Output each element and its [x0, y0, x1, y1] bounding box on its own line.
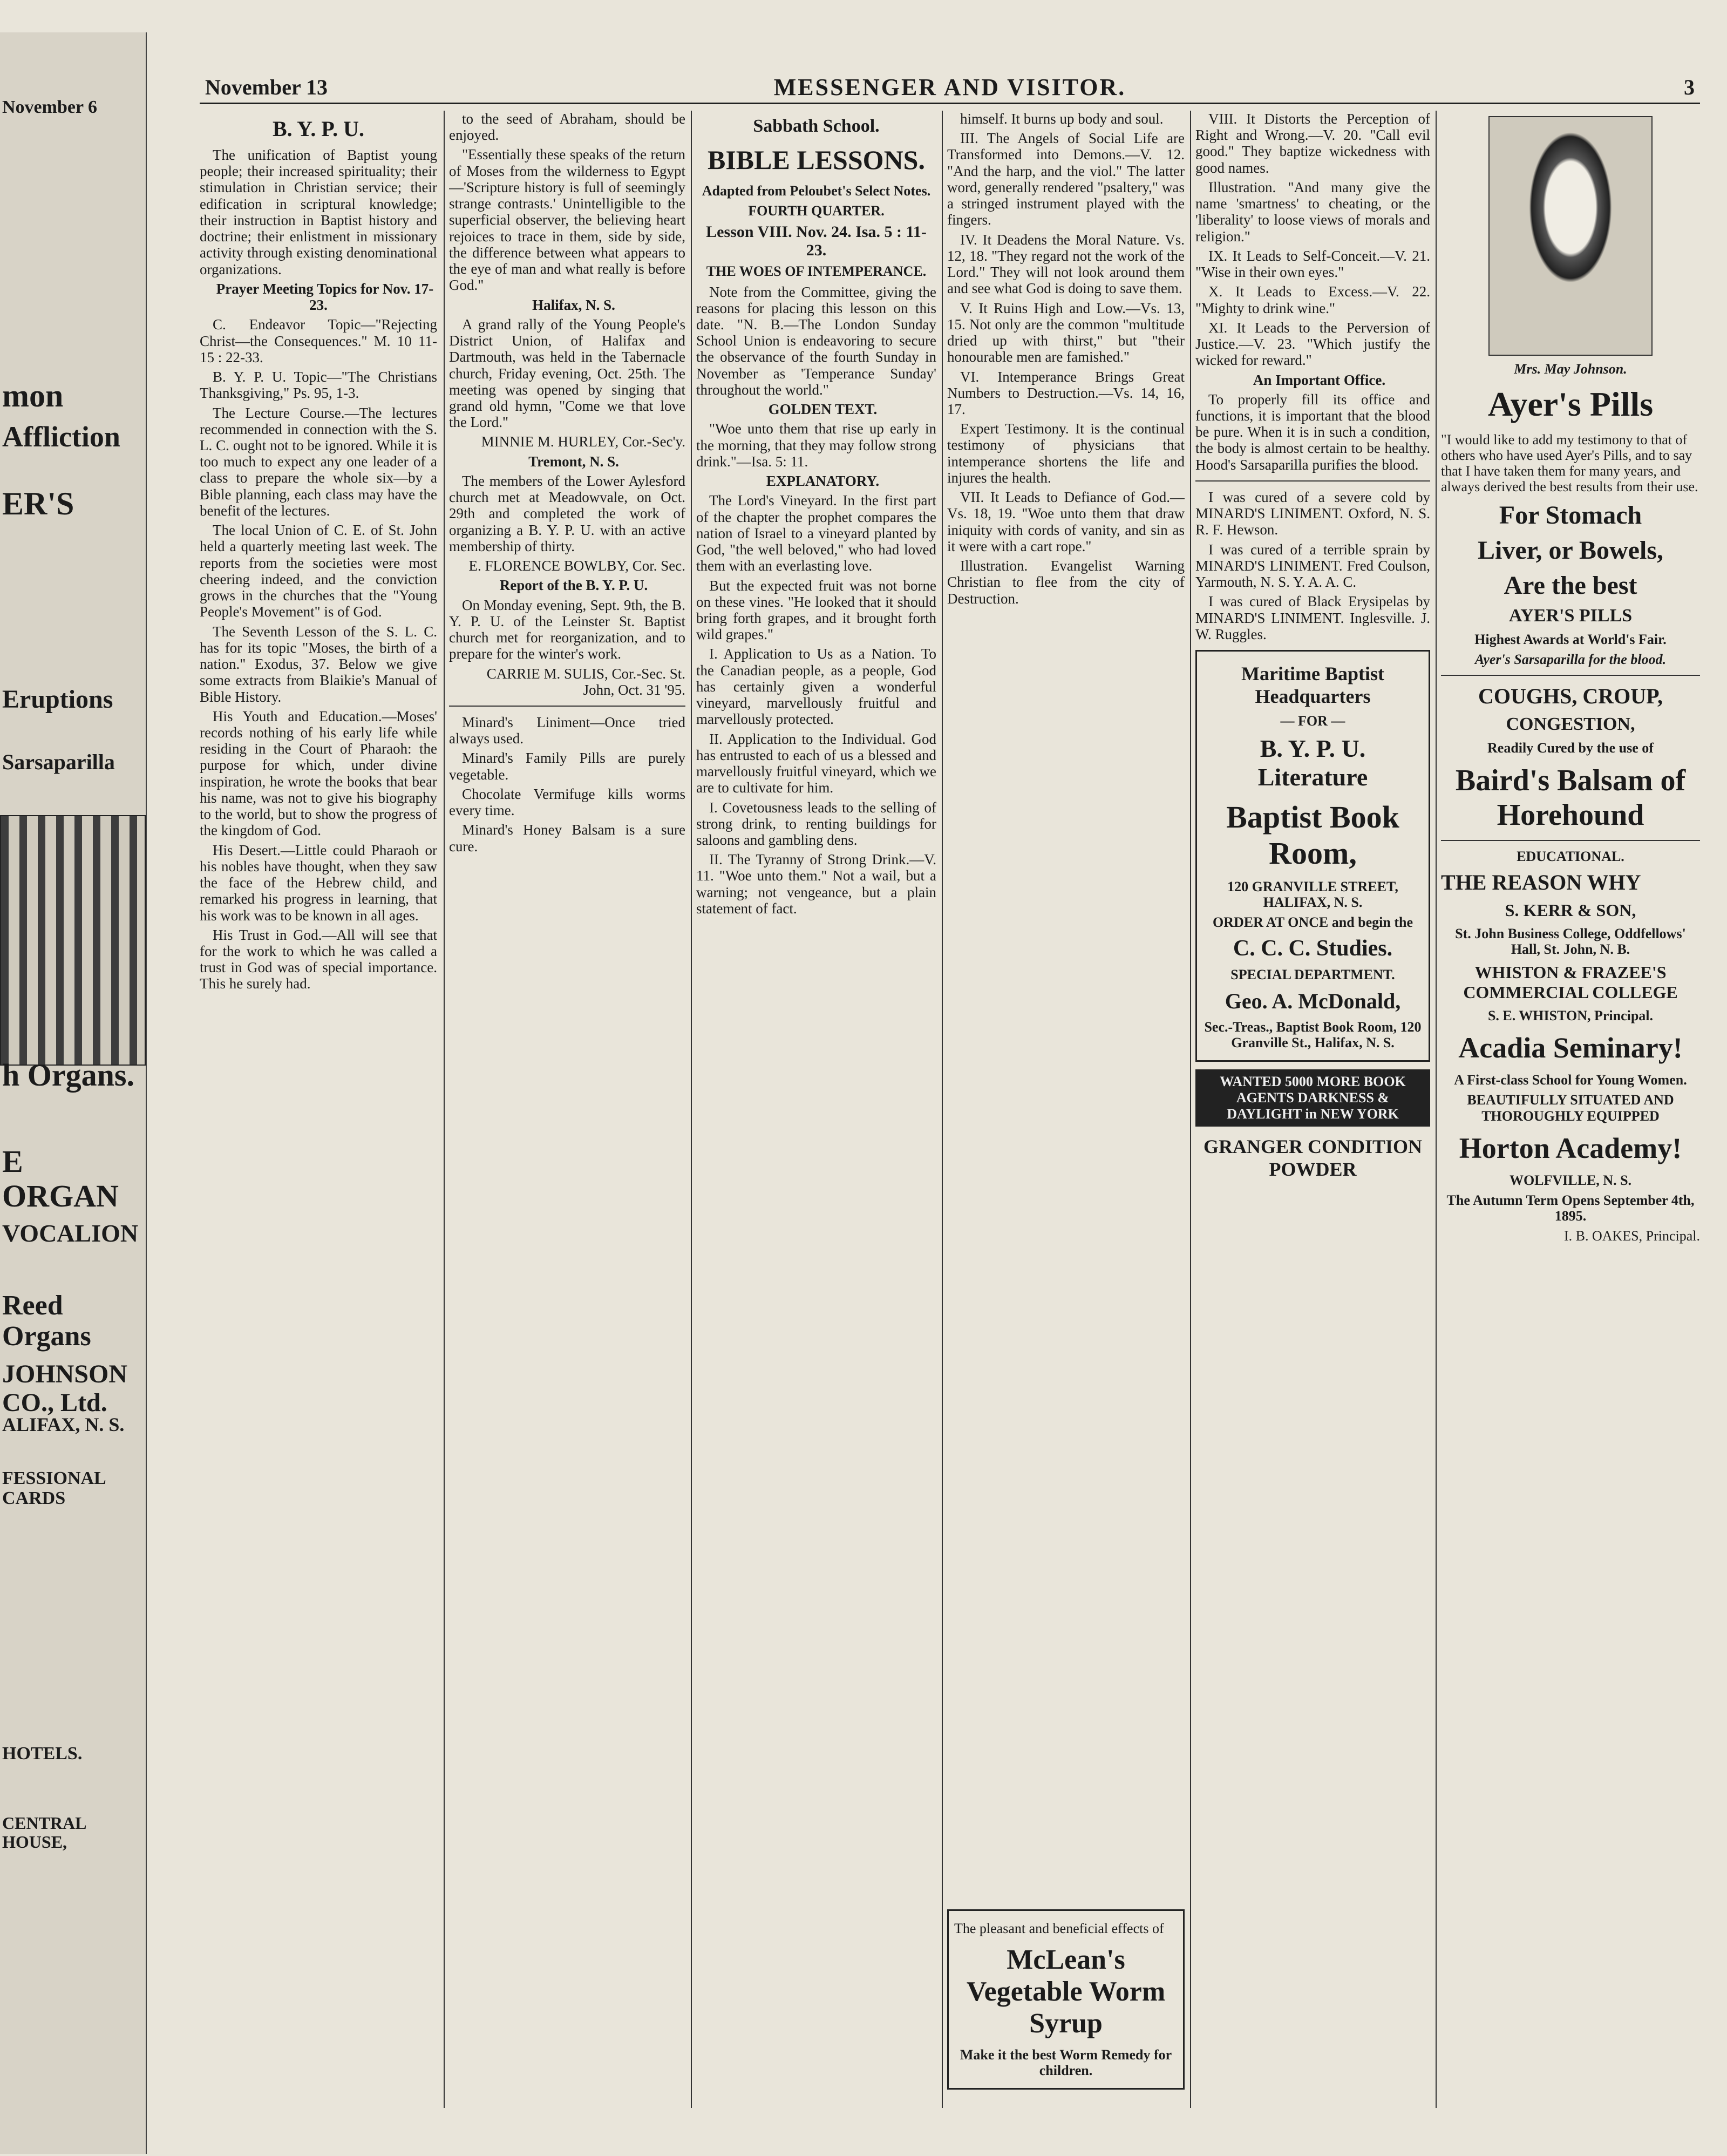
paragraph: Prayer Meeting Topics for Nov. 17-23. — [216, 280, 434, 314]
ayers-text: "I would like to add my testimony to that of others who have used Ayer's Pills, and to say that I have taken them for many years, and always derived the best results from their use. — [1441, 432, 1698, 495]
kerr-son: S. KERR & SON, — [1505, 900, 1636, 920]
paragraph: himself. It burns up body and soul. — [960, 111, 1164, 127]
paragraph: To properly fill its office and functions, it is important that the blood be pure. When it is in such a condition, the body is almost certain to be healthy. Hood's Sarsaparilla purifies the blood. — [1195, 391, 1430, 473]
portrait-engraving — [1488, 116, 1653, 356]
strip-line: h Organs. — [2, 1057, 134, 1093]
are-the-best: Are the best — [1504, 571, 1637, 600]
ad-order: ORDER AT ONCE and begin the — [1212, 914, 1413, 931]
column-rule — [691, 111, 692, 2108]
oakes-principal: I. B. OAKES, Principal. — [1563, 1228, 1700, 1244]
ayers-title: Ayer's Pills — [1487, 385, 1654, 424]
strip-line: CENTRAL HOUSE, — [2, 1813, 86, 1852]
strip-line: HOTELS. — [2, 1744, 83, 1764]
paragraph: VI. Intemperance Brings Great Numbers to Destruction.—Vs. 14, 16, 17. — [947, 368, 1185, 417]
paragraph: The unification of Baptist young people; their increased spirituality; their stimulation in Christian service; their edification in scriptural knowledge; their instruction in Baptist history and doctrine; their enlistment in missionary activity through existing denominational organizations. — [200, 147, 437, 277]
paragraph: Report of the B. Y. P. U. — [499, 577, 648, 594]
wolfville: WOLFVILLE, N. S. — [1509, 1172, 1632, 1188]
acadia-situated: BEAUTIFULLY SITUATED AND THOROUGHLY EQUIPPED — [1467, 1092, 1674, 1124]
acadia-sub: A First-class School for Young Women. — [1454, 1072, 1687, 1088]
ad-subtitle: B. Y. P. U. Literature — [1257, 735, 1368, 791]
congestion: CONGESTION, — [1506, 714, 1635, 734]
column-reports — [449, 111, 685, 2119]
liver-bowels: Liver, or Bowels, — [1478, 535, 1663, 565]
paragraph: On Monday evening, Sept. 9th, the B. Y. P. U. of the Leinster St. Baptist church met for reorganization, and to prepare for the winter's work. — [449, 596, 685, 662]
book-room-ad — [1195, 650, 1430, 1062]
column-rule — [1190, 111, 1191, 2108]
column-ads-mid — [1195, 111, 1430, 2119]
mcdonald-sub: Sec.-Treas., Baptist Book Room, 120 Granville St., Halifax, N. S. — [1204, 1019, 1422, 1050]
divider — [1195, 480, 1430, 482]
paragraph: The Lecture Course.—The lectures recommended in connection with the S. L. C. ought not to be ignored. While it is too much to expect any one leader of a class to prepare the whole six—by a Bible planning, each class may have the benefit of the lectures. — [200, 404, 437, 519]
strip-line: JOHNSON CO., Ltd. — [2, 1360, 128, 1417]
column-sabbath-school — [696, 111, 936, 2119]
strip-line: Reed Organs — [2, 1290, 91, 1352]
bairds-balsam: Baird's Balsam of Horehound — [1455, 763, 1686, 832]
mcdonald-name: Geo. A. McDonald, — [1225, 988, 1401, 1013]
paragraph: V. It Ruins High and Low.—Vs. 13, 15. Not only are the common "multitude dried up with thirst," but "their honourable men are famished." — [947, 300, 1185, 365]
for-stomach: For Stomach — [1499, 500, 1642, 530]
paragraph: XI. It Leads to the Perversion of Justice.—V. 23. "Which justify the wicked for reward." — [1195, 319, 1430, 369]
header-date: November 13 — [205, 75, 328, 99]
ad-studies: C. C. C. Studies. — [1233, 936, 1393, 961]
column-rule — [1436, 111, 1437, 2108]
strip-line: mon — [2, 378, 64, 413]
column-lesson-cont — [947, 111, 1185, 2119]
paragraph: "Essentially these speaks of the return of Moses from the wilderness to Egypt—'Scripture history is full of seemingly strange contrasts.' Unintelligible to the superficial observer, the believing heart rejoices to trace in them, side by side, the difference between what appears to the eye of man and what really is before God." — [449, 146, 685, 294]
testimonial: I was cured of a terrible sprain by MINARD'S LINIMENT. Fred Coulson, Yarmouth, N. S. Y. A. A. C. — [1195, 541, 1430, 591]
acadia-seminary: Acadia Seminary! — [1458, 1032, 1683, 1065]
paragraph: His Trust in God.—All will see that for the work to which he was called a trust in God was of special importance. This he surely had. — [200, 926, 437, 992]
paragraph: A grand rally of the Young People's District Union, of Halifax and Dartmouth, was held in the Tabernacle church, Friday evening, Oct. 25th. The meeting was opened by singing that grand old hymn, "Come we that love the Lord." — [449, 316, 685, 431]
lesson-quarter: FOURTH QUARTER. — [748, 203, 885, 219]
reason-why: THE REASON WHY — [1441, 870, 1641, 894]
paragraph: IX. It Leads to Self-Conceit.—V. 21. "Wise in their own eyes." — [1195, 247, 1430, 281]
paragraph: II. Application to the Individual. God has entrusted to each of us a blessed and marvellously fruitful vineyard, which we are to cultivate for him. — [696, 730, 936, 796]
paragraph: C. Endeavor Topic—"Rejecting Christ—the Consequences." M. 10 11-15 : 22-33. — [200, 316, 437, 365]
autumn-term: The Autumn Term Opens September 4th, 1895. — [1446, 1192, 1695, 1224]
column-ads-right — [1441, 111, 1700, 2119]
notice: Minard's Liniment—Once tried always used. — [449, 714, 685, 747]
paragraph: His Desert.—Little could Pharaoh or his nobles have thought, when they saw the face of the Hebrew child, and remarked his progress in learning, that his work was to be known in all ages. — [200, 842, 437, 924]
notice: Minard's Family Pills are purely vegetable. — [449, 750, 685, 783]
coughs: COUGHS, CROUP, — [1478, 683, 1663, 708]
paragraph: I. Covetousness leads to the selling of strong drink, to renting buildings for saloons and gambling dens. — [696, 799, 936, 849]
paragraph: Tremont, N. S. — [528, 453, 619, 470]
granger-ad: GRANGER CONDITION POWDER — [1203, 1135, 1423, 1180]
paragraph: Expert Testimony. It is the continual testimony of physicians that intemperance shortens the life and injures the health. — [947, 421, 1185, 486]
newspaper-title: MESSENGER AND VISITOR. — [773, 74, 1126, 100]
paragraph: "Woe unto them that rise up early in the morning, that they may follow strong drink."—Isa. 5: 11. — [696, 421, 936, 470]
portrait-caption: Mrs. May Johnson. — [1514, 361, 1627, 377]
column-rule — [942, 111, 943, 2108]
previous-page-strip — [0, 32, 147, 2154]
ad-for: — FOR — — [1280, 713, 1345, 729]
paragraph: Note from the Committee, giving the reasons for placing this lesson on this date. "N. B.—The London Sunday School Union is endeavoring to secure the observance of the fourth Sunday in November as 'Temperance Sunday' throughout the world." — [696, 283, 936, 398]
paragraph: II. The Tyranny of Strong Drink.—V. 11. "Woe unto them." Not a wail, but a warning; not vengeance, but a plain statement of fact. — [696, 851, 936, 917]
divider — [1441, 675, 1700, 676]
paragraph: The Lord's Vineyard. In the first part of the chapter the prophet compares the nation of Israel to a vineyard planted by God, "the well beloved," who had loved them with an everlasting love. — [696, 492, 936, 574]
paragraph: An Important Office. — [1253, 371, 1386, 388]
signature: E. FLORENCE BOWLBY, Cor. Sec. — [468, 558, 685, 574]
kerr-sub: St. John Business College, Oddfellows' Hall, St. John, N. B. — [1455, 925, 1686, 958]
paragraph: His Youth and Education.—Moses' records nothing of his early life while residing in the Court of Pharaoh: the purpose for which, under divine inspiration, he wrote the books that bear his name, was not to give his biography to the world, but to show the progress of the kingdom of God. — [200, 708, 437, 839]
signature: CARRIE M. SULIS, Cor.-Sec. St. John, Oct. 31 '95. — [486, 665, 685, 698]
strip-line: ALIFAX, N. S. — [2, 1414, 125, 1435]
paragraph: VIII. It Distorts the Perception of Right and Wrong.—V. 20. "Call evil good." They baptize wickedness with good names. — [1195, 111, 1430, 176]
column-rule — [444, 111, 445, 2108]
section-heading: B. Y. P. U. — [272, 117, 365, 141]
lesson-ref: Lesson VIII. Nov. 24. Isa. 5 : 11-23. — [706, 223, 927, 259]
lesson-topic: THE WOES OF INTEMPERANCE. — [706, 263, 927, 280]
paragraph: X. It Leads to Excess.—V. 22. "Mighty to drink wine." — [1195, 283, 1430, 316]
paragraph: Illustration. "And many give the name 'smartness' to cheating, or the 'liberality' to loose views of morals and religion." — [1195, 179, 1430, 245]
strip-line: Affliction — [2, 421, 120, 453]
ad-title: McLean's Vegetable Worm Syrup — [966, 1944, 1166, 2039]
educational: EDUCATIONAL. — [1517, 848, 1624, 864]
paragraph: Illustration. Evangelist Warning Christian to flee from the city of Destruction. — [947, 558, 1185, 607]
testimonial: I was cured of a severe cold by MINARD'S LINIMENT. Oxford, N. S. R. F. Hewson. — [1195, 489, 1430, 538]
strip-line: Eruptions — [2, 685, 113, 714]
section-heading: Sabbath School. — [753, 116, 880, 136]
paragraph: B. Y. P. U. Topic—"The Christians Thanksgiving," Ps. 95, 1-3. — [200, 369, 437, 402]
column-byupu — [200, 111, 437, 2119]
paragraph: But the expected fruit was not borne on these vines. "He looked that it should bring forth grapes, and it brought forth wild grapes." — [696, 577, 936, 643]
divider — [449, 706, 685, 707]
strip-line: FESSIONAL CARDS — [2, 1468, 105, 1509]
notice: Minard's Honey Balsam is a sure cure. — [449, 822, 685, 855]
divider — [1441, 840, 1700, 841]
strip-line: VOCALION — [2, 1219, 139, 1247]
ad-title: Maritime Baptist Headquarters — [1241, 663, 1384, 708]
paragraph: The members of the Lower Aylesford church met at Meadowvale, on Oct. 29th and completed the work of organizing a B. Y. P. U. with an active membership of thirty. — [449, 472, 685, 554]
paragraph: The local Union of C. E. of St. John held a quarterly meeting last week. The reports from the societies were most cheering indeed, and the conviction grows in the churches that the "Young People's Movement" is of God. — [200, 522, 437, 620]
signature: MINNIE M. HURLEY, Cor.-Sec'y. — [481, 433, 685, 450]
lesson-subtitle: Adapted from Peloubet's Select Notes. — [702, 183, 931, 199]
testimonial: I was cured of Black Erysipelas by MINARD'S LINIMENT. Inglesville. J. W. Ruggles. — [1195, 593, 1430, 642]
strip-line: Sarsaparilla — [2, 750, 115, 774]
mcleans-ad — [947, 1909, 1185, 2090]
page-header — [200, 70, 1700, 104]
paragraph: GOLDEN TEXT. — [768, 401, 878, 418]
lesson-title: BIBLE LESSONS. — [708, 145, 925, 175]
ad-subtitle: Make it the best Worm Remedy for children. — [960, 2046, 1172, 2078]
ad-big: Baptist Book Room, — [1226, 799, 1399, 871]
whiston-college: WHISTON & FRAZEE'S COMMERCIAL COLLEGE — [1463, 962, 1678, 1002]
paragraph: IV. It Deadens the Moral Nature. Vs. 12, 18. "They regard not the work of the Lord." They will not look around them and see what God is doing to save them. — [947, 231, 1185, 297]
strip-line: ER'S — [2, 486, 74, 521]
paragraph: EXPLANATORY. — [766, 473, 880, 490]
strip-line: E ORGAN — [2, 1144, 119, 1213]
paragraph: to the seed of Abraham, should be enjoyed. — [449, 111, 685, 144]
paragraph: Halifax, N. S. — [532, 296, 615, 313]
whiston-principal: S. E. WHISTON, Principal. — [1487, 1008, 1654, 1024]
horton-academy: Horton Academy! — [1459, 1131, 1682, 1164]
paragraph: The Seventh Lesson of the S. L. C. has for its topic "Moses, the birth of a nation." Exodus, 37. Below we give some extracts from Blaikie's Manual of Bible History. — [200, 623, 437, 705]
ayers-sarsaparilla: Ayer's Sarsaparilla for the blood. — [1474, 651, 1667, 667]
ad-intro: The pleasant and beneficial effects of — [954, 1920, 1164, 1936]
notice: Chocolate Vermifuge kills worms every time. — [449, 785, 685, 819]
ad-address: 120 GRANVILLE STREET, HALIFAX, N. S. — [1227, 879, 1398, 911]
paragraph: I. Application to Us as a Nation. To the Canadian people, as a people, God has certainly given a wonderful vineyard, marvellously fruitful and marvellously protected. — [696, 646, 936, 728]
page-number: 3 — [1684, 75, 1695, 99]
book-agents-ad: WANTED 5000 MORE BOOK AGENTS DARKNESS & DAYLIGHT in NEW YORK — [1195, 1069, 1430, 1127]
strip-date: November 6 — [2, 97, 97, 117]
building-engraving — [0, 815, 146, 1066]
special-department: SPECIAL DEPARTMENT. — [1230, 967, 1395, 983]
paragraph: III. The Angels of Social Life are Transformed into Demons.—V. 12. "And the harp, and the viol." The latter word, generally rendered "psaltery," was a stringed instrument played with the fingers. — [947, 130, 1185, 228]
paragraph: VII. It Leads to Defiance of God.—Vs. 18, 19. "Woe unto them that draw iniquity with cords of vanity, and sin as it were with a cart rope." — [947, 489, 1185, 554]
ayers-pills-caps: AYER'S PILLS — [1508, 605, 1633, 626]
readily: Readily Cured by the use of — [1487, 740, 1654, 756]
ayers-award: Highest Awards at World's Fair. — [1474, 631, 1667, 647]
